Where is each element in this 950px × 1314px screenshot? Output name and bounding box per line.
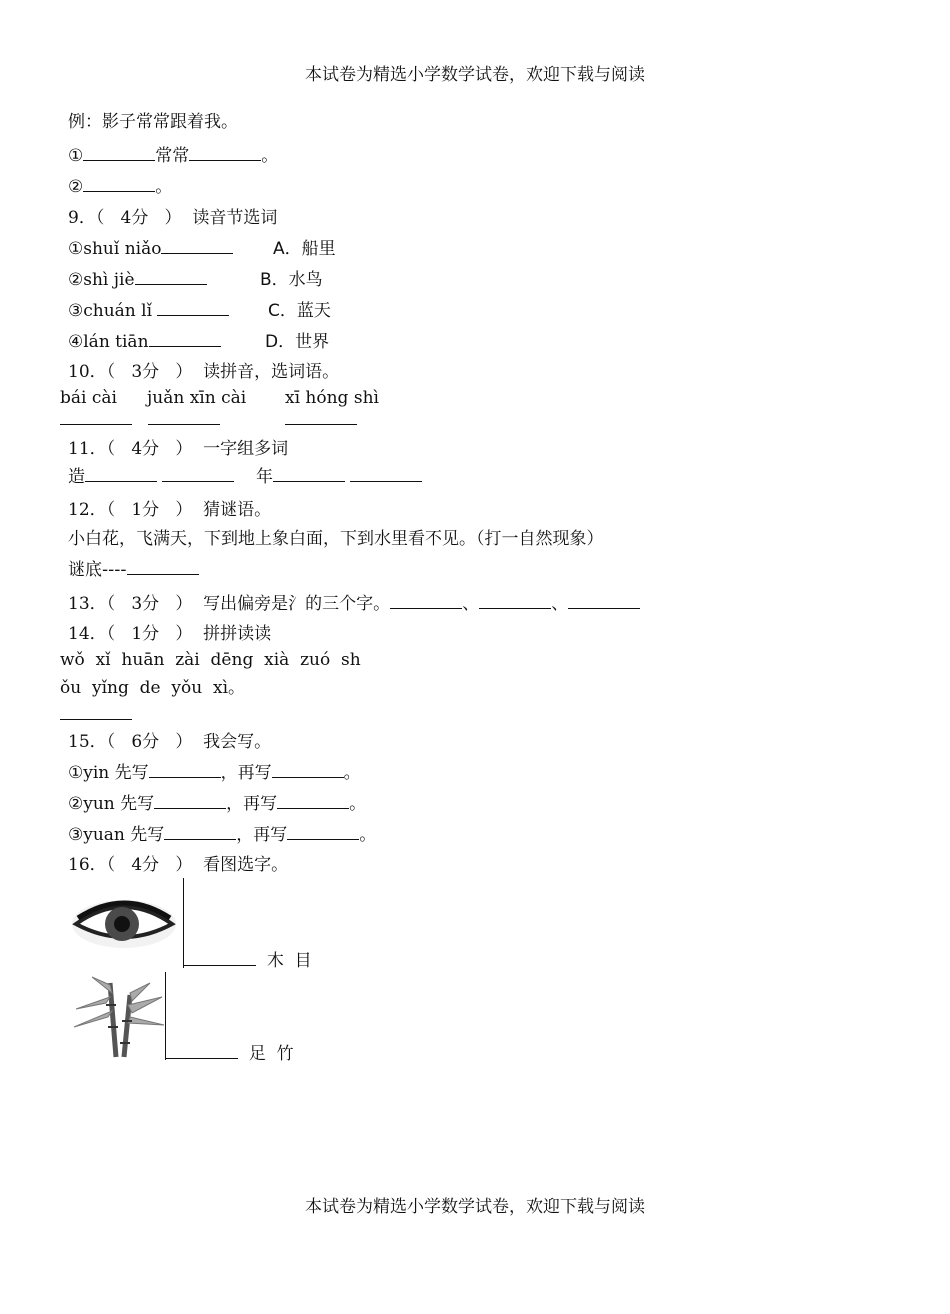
blank[interactable]	[285, 410, 357, 425]
q15-row-2-end: 。	[349, 794, 367, 814]
blank[interactable]	[162, 467, 234, 482]
blank[interactable]	[272, 763, 344, 778]
q15-title: 15．（ 6分 ） 我会写。	[68, 732, 272, 752]
blank[interactable]	[161, 239, 233, 254]
example-item-1-prefix: ①	[68, 146, 84, 166]
q9-option-c: C．蓝天	[268, 301, 331, 321]
blank[interactable]	[273, 467, 345, 482]
example-item-2-prefix: ②	[68, 177, 84, 197]
q10-blank-3[interactable]	[285, 410, 357, 430]
q15-row-1-prefix: ①yin 先写	[68, 763, 149, 783]
q11-char-2: 年	[256, 467, 274, 487]
blank[interactable]	[390, 594, 462, 609]
example-item-2-end: 。	[155, 177, 173, 197]
q11-row	[68, 467, 422, 487]
q10-blank-1[interactable]	[60, 410, 132, 430]
q9-row-2-pinyin: ②shì jiè	[68, 270, 135, 290]
page-footer: 本试卷为精选小学数学试卷，欢迎下载与阅读	[305, 1197, 645, 1217]
example-item-1-mid: 常常	[155, 146, 190, 166]
q14-line-1: wǒ xǐ huān zài dēng xià zuó sh	[60, 650, 361, 670]
q15-row-3-prefix: ③yuan 先写	[68, 825, 165, 845]
q16-row-1-options: 木 目	[266, 951, 312, 971]
example-item-1-end: 。	[261, 146, 279, 166]
q9-row-1-pinyin: ①shuǐ niǎo	[68, 239, 162, 259]
bamboo-image	[68, 975, 166, 1059]
q15-row-3-end: 。	[359, 825, 377, 845]
blank[interactable]	[83, 146, 155, 161]
example-item-1	[68, 146, 278, 166]
q14-blank[interactable]	[60, 705, 132, 725]
blank[interactable]	[164, 825, 236, 840]
q14-title: 14．（ 1分 ） 拼拼读读	[68, 624, 272, 644]
blank[interactable]	[149, 332, 221, 347]
blank[interactable]	[189, 146, 261, 161]
q11-title: 11．（ 4分 ） 一字组多词	[68, 439, 289, 459]
q11-char-1: 造	[68, 467, 85, 487]
q10-pinyin-1: bái cài	[60, 388, 117, 408]
blank[interactable]	[149, 763, 221, 778]
q12-title: 12．（ 1分 ） 猜谜语。	[68, 500, 272, 520]
q10-title: 10．（ 3分 ） 读拼音，选词语。	[68, 362, 340, 382]
blank[interactable]	[350, 467, 422, 482]
q15-row-3-mid: ，再写	[236, 825, 288, 845]
q9-option-b: B．水鸟	[260, 270, 323, 290]
example-line: 例：影子常常跟着我。	[68, 112, 238, 132]
q16-row-1	[184, 951, 312, 971]
q13-sep-2: 、	[551, 594, 569, 614]
q15-row-2-prefix: ②yun 先写	[68, 794, 155, 814]
blank[interactable]	[85, 467, 157, 482]
blank[interactable]	[287, 825, 359, 840]
q10-pinyin-3: xī hóng shì	[285, 388, 379, 408]
q12-answer-label: 谜底----	[68, 560, 127, 580]
q10-blank-2[interactable]	[148, 410, 220, 430]
example-item-2	[68, 177, 172, 197]
q15-row-2-mid: ，再写	[226, 794, 278, 814]
q9-row-4-left	[68, 332, 221, 352]
blank[interactable]	[148, 410, 220, 425]
q15-row-1-mid: ，再写	[220, 763, 272, 783]
q9-row-3-pinyin: ③chuán lǐ	[68, 301, 158, 321]
q9-title: 9．（ 4分 ） 读音节选词	[68, 208, 278, 228]
q13-sep-1: 、	[462, 594, 480, 614]
q9-option-a: A．船里	[273, 239, 336, 259]
blank[interactable]	[60, 705, 132, 720]
q13-row	[68, 594, 640, 614]
blank[interactable]	[154, 794, 226, 809]
page-header: 本试卷为精选小学数学试卷，欢迎下载与阅读	[305, 65, 645, 85]
q9-row-2-left	[68, 270, 207, 290]
q15-row-1	[68, 763, 361, 783]
eye-image	[68, 888, 180, 954]
blank[interactable]	[166, 1044, 238, 1059]
q16-title: 16．（ 4分 ） 看图选字。	[68, 855, 289, 875]
blank[interactable]	[568, 594, 640, 609]
q13-title: 13．（ 3分 ） 写出偏旁是氵的三个字。	[68, 594, 391, 614]
q9-row-4-pinyin: ④lán tiān	[68, 332, 149, 352]
blank[interactable]	[184, 951, 256, 966]
blank[interactable]	[135, 270, 207, 285]
blank[interactable]	[277, 794, 349, 809]
q15-row-1-end: 。	[343, 763, 361, 783]
q9-option-d: D．世界	[265, 332, 330, 352]
blank[interactable]	[60, 410, 132, 425]
blank[interactable]	[127, 560, 199, 575]
q15-row-3	[68, 825, 376, 845]
q9-row-1-left	[68, 239, 233, 259]
q12-answer	[68, 560, 199, 580]
q16-row-2-options: 足 竹	[248, 1044, 294, 1064]
blank[interactable]	[157, 301, 229, 316]
blank[interactable]	[83, 177, 155, 192]
q16-row-2	[166, 1044, 294, 1064]
blank[interactable]	[479, 594, 551, 609]
q12-riddle: 小白花，飞满天，下到地上象白面，下到水里看不见。（打一自然现象）	[68, 529, 604, 549]
q15-row-2	[68, 794, 366, 814]
q9-row-3-left	[68, 301, 229, 321]
q10-pinyin-2: juǎn xīn cài	[147, 388, 247, 408]
q14-line-2: ǒu yǐng de yǒu xì。	[60, 678, 246, 698]
